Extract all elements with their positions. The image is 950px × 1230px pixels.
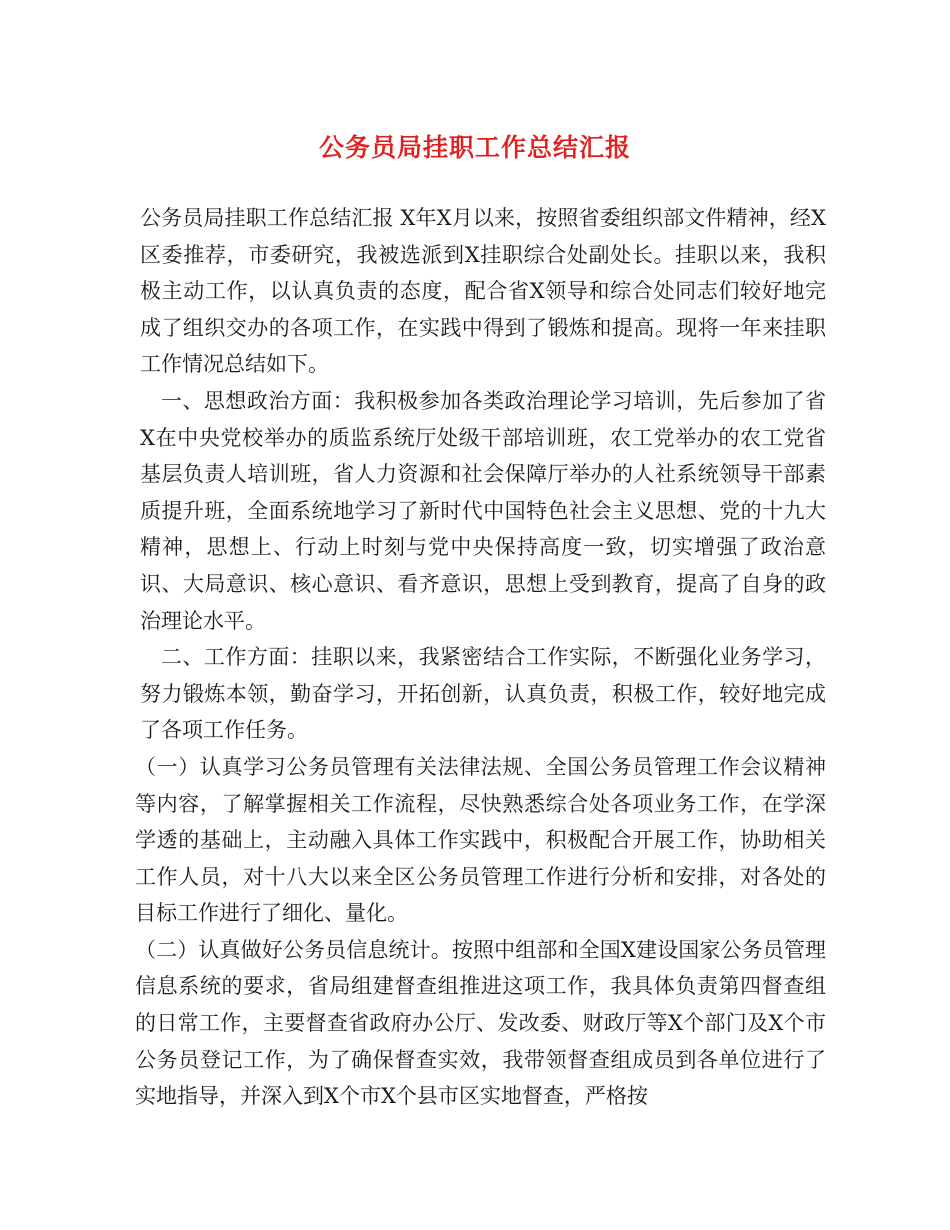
subsection-1-paragraph: （一）认真学习公务员管理有关法律法规、全国公务员管理工作会议精神等内容，了解掌握相关工作流程，尽快熟悉综合处各项业务工作，在学深学透的基础上，主动融入具体工作实践中，积极配合开展工作，协助相关工作人员，对十八大以来全区公务员管理工作进行分析和安排，对各处的目标工作进行了细化、量化。	[135, 754, 826, 926]
section-work-paragraph: 二、工作方面：挂职以来，我紧密结合工作实际，不断强化业务学习，努力锻炼本领，勤奋学习，开拓创新，认真负责，积极工作，较好地完成了各项工作任务。	[140, 645, 826, 743]
subsection-2-paragraph: （二）认真做好公务员信息统计。按照中组部和全国X建设国家公务员管理信息系统的要求，省局组建督查组推进这项工作，我具体负责第四督查组的日常工作，主要督查省政府办公厅、发改委、财政厅等X个部门及X个市公务员登记工作，为了确保督查实效，我带领督查组成员到各单位进行了实地指导，并深入到X个市X个县市区实地督查，严格按	[135, 937, 826, 1109]
section-political-paragraph: 一、思想政治方面：我积极参加各类政治理论学习培训，先后参加了省X在中央党校举办的质监系统厅处级干部培训班，农工党举办的农工党省基层负责人培训班，省人力资源和社会保障厅举办的人社系统领导干部素质提升班，全面系统地学习了新时代中国特色社会主义思想、党的十九大精神，思想上、行动上时刻与党中央保持高度一致，切实增强了政治意识、大局意识、核心意识、看齐意识，思想上受到教育，提高了自身的政治理论水平。	[140, 388, 826, 633]
intro-paragraph: 公务员局挂职工作总结汇报 X年X月以来，按照省委组织部文件精神，经X区委推荐，市委研究，我被选派到X挂职综合处副处长。挂职以来，我积极主动工作，以认真负责的态度，配合省X领导和综合处同志们较好地完成了组织交办的各项工作，在实践中得到了锻炼和提高。现将一年来挂职工作情况总结如下。	[140, 206, 826, 377]
document-body	[135, 200, 826, 1115]
document-title: 公务员局挂职工作总结汇报	[318, 133, 631, 162]
